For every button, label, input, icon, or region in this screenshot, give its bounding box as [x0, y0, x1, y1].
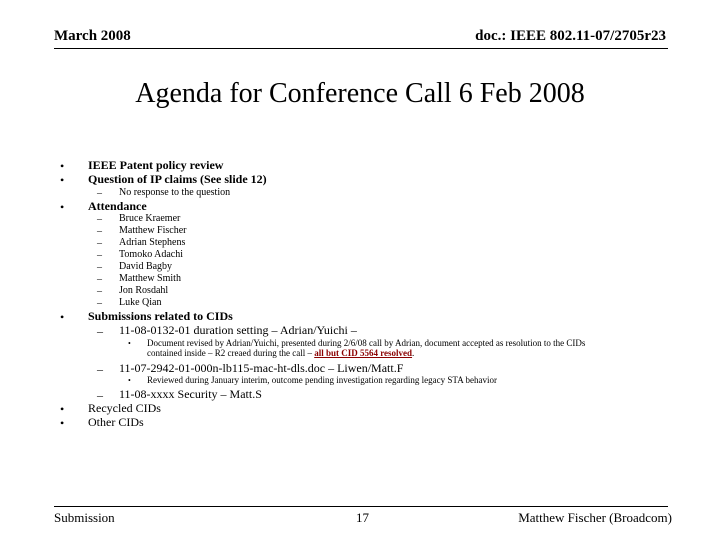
bullet-marker: • — [60, 159, 65, 173]
footer-author: Matthew Fischer (Broadcom) — [518, 510, 672, 525]
dash-marker: – — [97, 298, 102, 309]
header-divider — [54, 48, 668, 49]
bullet-marker: • — [60, 173, 65, 187]
attendee: Jon Rosdahl — [119, 285, 169, 296]
submission-note-end: . — [412, 348, 415, 358]
dash-marker: – — [97, 362, 103, 376]
bullet-marker: • — [128, 376, 131, 385]
dash-marker: – — [97, 262, 102, 273]
submission-item: 11-07-2942-01-000n-lb115-mac-ht-dls.doc – Liwen/Matt.F — [119, 361, 404, 375]
attendee: Matthew Smith — [119, 273, 181, 284]
resolved-highlight: all but CID 5564 resolved — [314, 348, 413, 358]
attendee: Luke Qian — [119, 297, 162, 308]
submission-note-text: contained inside – R2 creaed during the call – — [147, 348, 312, 358]
submission-item: 11-08-0132-01 duration setting – Adrian/Yuichi – — [119, 323, 357, 337]
page-number: 17 — [356, 510, 369, 525]
attendee: Tomoko Adachi — [119, 249, 184, 260]
agenda-item-attendance: Attendance — [88, 199, 147, 213]
agenda-item-ip-question: Question of IP claims (See slide 12) — [88, 172, 267, 186]
bullet-marker: • — [60, 402, 65, 416]
attendee: Matthew Fischer — [119, 225, 187, 236]
header-doc-id: doc.: IEEE 802.11-07/2705r23 — [475, 28, 666, 44]
dash-marker: – — [97, 324, 103, 338]
dash-marker: – — [97, 188, 102, 199]
dash-marker: – — [97, 388, 103, 402]
submission-item: 11-08-xxxx Security – Matt.S — [119, 387, 262, 401]
bullet-marker: • — [128, 339, 131, 348]
agenda-item-other: Other CIDs — [88, 415, 144, 429]
submission-note: Reviewed during January interim, outcome pending investigation regarding legacy STA behavior — [147, 375, 497, 385]
attendee: Bruce Kraemer — [119, 213, 181, 224]
bullet-marker: • — [60, 416, 65, 430]
footer-divider — [54, 506, 668, 507]
attendee: David Bagby — [119, 261, 173, 272]
submission-note: Document revised by Adrian/Yuichi, presented during 2/6/08 call by Adrian, document accepted as resolution to the CIDs — [147, 338, 586, 348]
agenda-item-submissions: Submissions related to CIDs — [88, 309, 233, 323]
slide-title: Agenda for Conference Call 6 Feb 2008 — [135, 78, 585, 109]
dash-marker: – — [97, 250, 102, 261]
dash-marker: – — [97, 214, 102, 225]
dash-marker: – — [97, 226, 102, 237]
dash-marker: – — [97, 274, 102, 285]
bullet-marker: • — [60, 200, 65, 214]
header-date: March 2008 — [54, 28, 131, 44]
agenda-item-patent-policy: IEEE Patent policy review — [88, 158, 224, 172]
submission-note-continued — [147, 349, 414, 358]
bullet-marker: • — [60, 310, 65, 324]
footer-label: Submission — [54, 510, 115, 525]
dash-marker: – — [97, 286, 102, 297]
dash-marker: – — [97, 238, 102, 249]
agenda-item-recycled: Recycled CIDs — [88, 401, 161, 415]
ip-response: No response to the question — [119, 187, 231, 198]
attendee: Adrian Stephens — [119, 237, 186, 248]
